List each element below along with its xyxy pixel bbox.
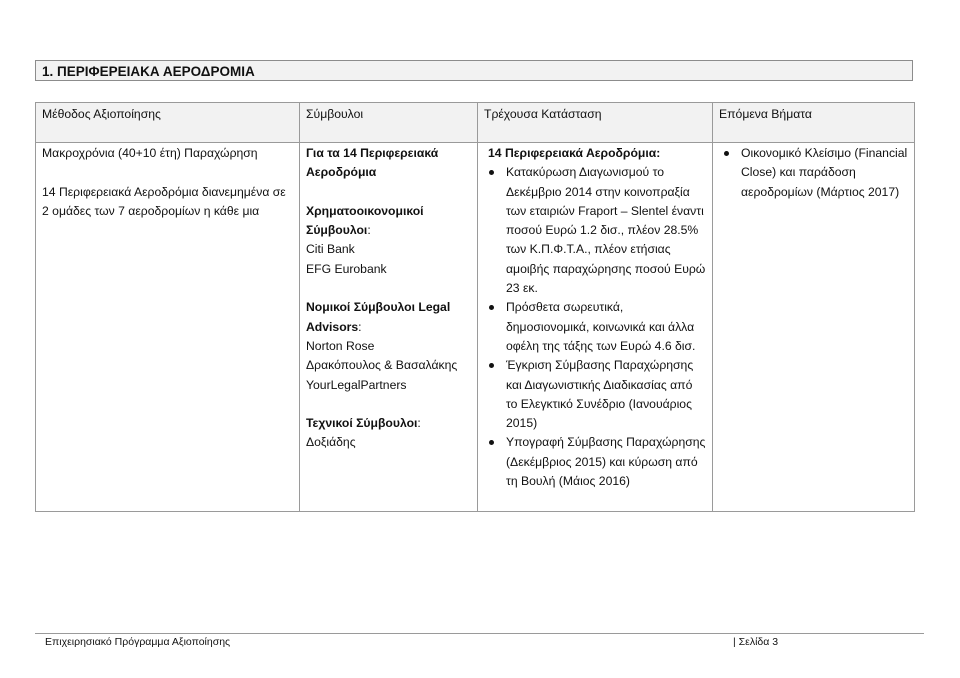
table-row: [36, 143, 915, 512]
header-advisors: Σύμβουλοι: [300, 103, 478, 143]
list-item: Πρόσθετα σωρευτικά, δημοσιονομικά, κοινωνικά και άλλα οφέλη της τάξης των Ευρώ 4.6 δισ.: [484, 298, 706, 356]
next-steps-list: [719, 144, 908, 202]
advisor-name: Norton Rose: [306, 338, 375, 353]
legal-advisors-heading: Νομικοί Σύμβουλοι Legal Advisors:: [306, 300, 451, 334]
advisor-name: Citi Bank: [306, 242, 355, 257]
header-method: Μέθοδος Αξιοποίησης: [36, 103, 300, 143]
list-item: Έγκριση Σύμβασης Παραχώρησης και Διαγωνιστικής Διαδικασίας από το Ελεγκτικό Συνέδριο (Ιανουάριος 2015): [484, 356, 706, 433]
header-status: Τρέχουσα Κατάσταση: [478, 103, 713, 143]
method-line-1: Μακροχρόνια (40+10 έτη) Παραχώρηση: [42, 146, 258, 160]
list-item: Οικονομικό Κλείσιμο (Financial Close) και παράδοση αεροδρομίων (Μάρτιος 2017): [719, 144, 908, 202]
advisors-intro: Για τα 14 Περιφερειακά Αεροδρόμια: [306, 146, 439, 180]
next-steps-cell: [713, 143, 915, 512]
advisor-name: Δοξιάδης: [306, 435, 356, 450]
list-item: Υπογραφή Σύμβασης Παραχώρησης (Δεκέμβριος 2015) και κύρωση από τη Βουλή (Μάιος 2016): [484, 433, 706, 491]
technical-advisors-heading: Τεχνικοί Σύμβουλοι:: [306, 416, 421, 431]
status-list: [484, 163, 706, 491]
method-line-2: 14 Περιφερειακά Αεροδρόμια διανεμημένα σε 2 ομάδες των 7 αεροδρομίων η κάθε μια: [42, 184, 286, 218]
status-cell: [478, 143, 713, 512]
financial-advisors-label: Χρηματοοικονομικοί Σύμβουλοι: [306, 203, 424, 238]
method-cell: [36, 143, 300, 512]
legal-advisors-label: Νομικοί Σύμβουλοι Legal Advisors: [306, 300, 451, 334]
advisors-cell: [300, 143, 478, 512]
footer-page-number: | Σελίδα 3: [733, 636, 779, 648]
list-item: Κατακύρωση Διαγωνισμού το Δεκέμβριο 2014 στην κοινοπραξία των εταιριών Fraport – Slentel έναντι ποσού Ευρώ 1.2 δισ., πλέον 28.5% των Κ.Π.Φ.Τ.Α., πλέον ετήσιας αμοιβής παραχώρησης ποσού Ευρώ 23 εκ.: [484, 163, 706, 298]
advisor-name: Δρακόπουλος & Βασαλάκης: [306, 358, 458, 373]
advisor-name: YourLegalPartners: [306, 377, 407, 392]
footer-divider: [35, 633, 924, 634]
footer-document-title: Επιχειρησιακό Πρόγραμμα Αξιοποίησης: [45, 636, 231, 648]
technical-advisors-label: Τεχνικοί Σύμβουλοι: [306, 416, 418, 431]
section-title: 1. ΠΕΡΙΦΕΡΕΙΑΚΑ ΑΕΡΟΔΡΟΜΙΑ: [35, 60, 913, 81]
advisor-name: EFG Eurobank: [306, 261, 387, 276]
table-header-row: [36, 103, 915, 143]
assets-table: [35, 102, 915, 512]
financial-advisors-heading: Χρηματοοικονομικοί Σύμβουλοι:: [306, 203, 424, 238]
status-heading: 14 Περιφερειακά Αεροδρόμια:: [488, 146, 661, 160]
header-next-steps: Επόμενα Βήματα: [713, 103, 915, 143]
